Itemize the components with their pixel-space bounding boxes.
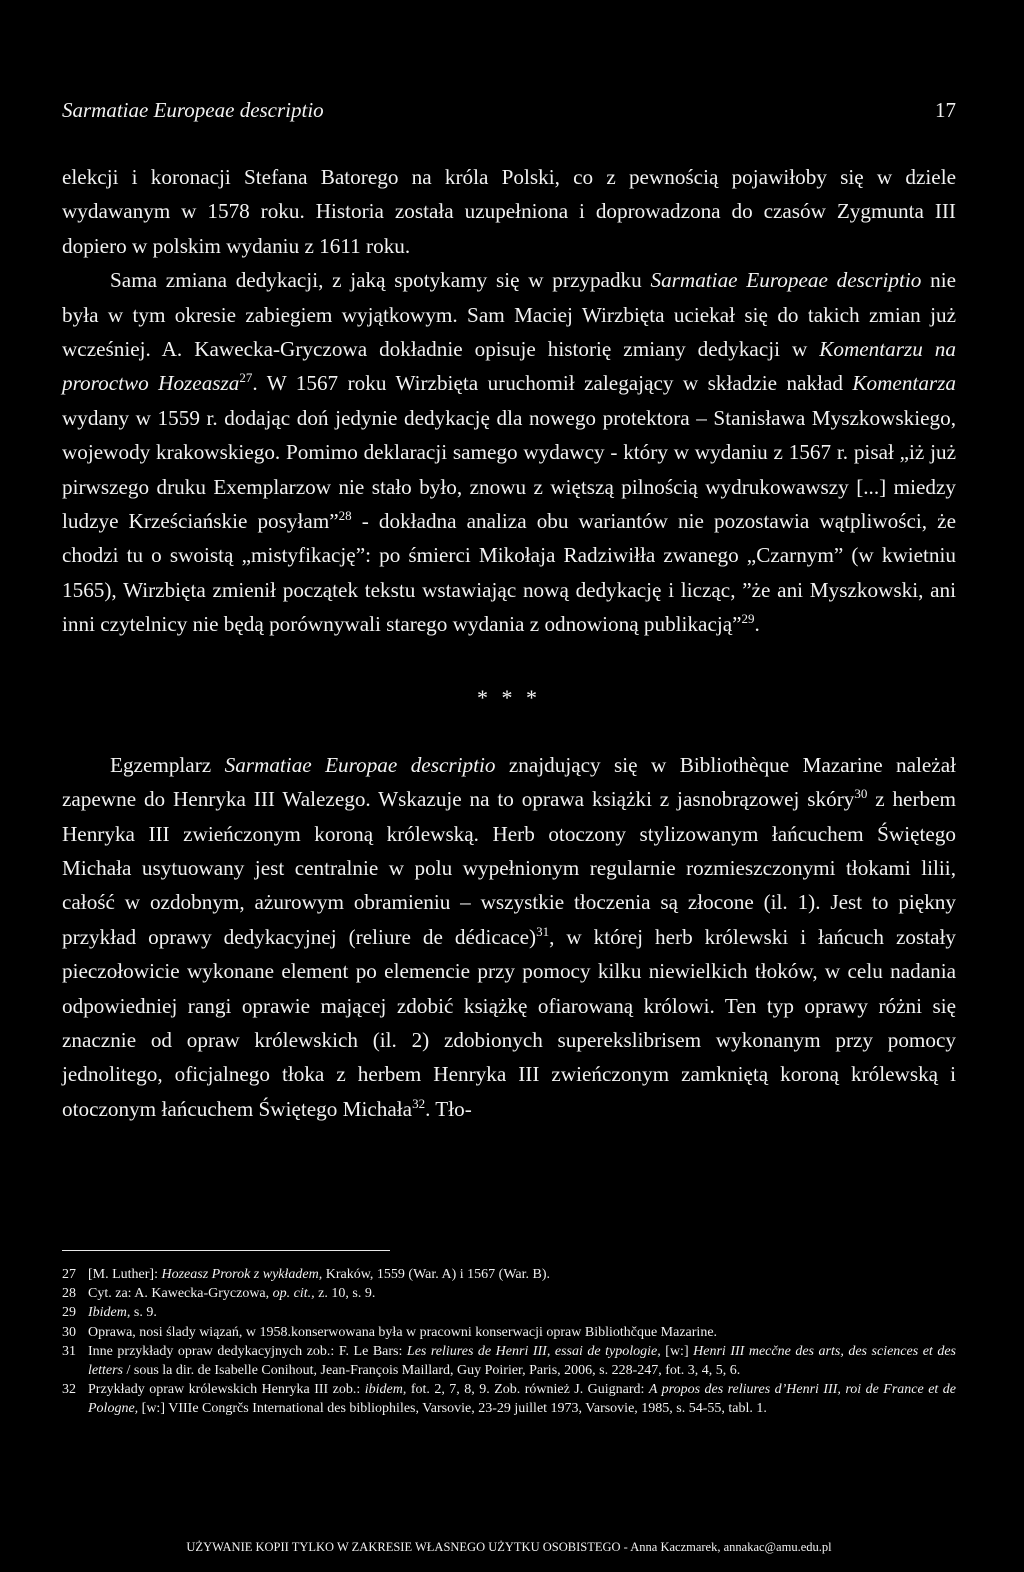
- text-run: . W 1567 roku Wirzbięta uruchomił zalegający w składzie nakład: [252, 371, 853, 396]
- italic-title: Komentarzu na proroctwo Hozeasza: [62, 337, 956, 396]
- footnote-ref[interactable]: 28: [338, 508, 352, 523]
- text-run: Sama zmiana dedykacji, z jaką spotykamy się w przypadku: [110, 268, 651, 293]
- italic-title: Henri III mecčne des arts, des sciences et des letters: [88, 1343, 956, 1379]
- text-run: Cyt. za: A. Kawecka-Gryczowa,: [88, 1286, 273, 1302]
- text-run: fot. 2, 7, 8, 9. Zob. również J. Guignard:: [406, 1382, 649, 1398]
- footnote-28: [62, 1284, 956, 1303]
- text-run: Inne przykłady opraw dedykacyjnych zob.: F. Le Bars:: [88, 1343, 407, 1359]
- running-title: Sarmatiae Europeae descriptio: [62, 98, 324, 122]
- footnote-ref[interactable]: 27: [239, 370, 253, 386]
- footnote-number: 31: [62, 1343, 76, 1359]
- text-run: . Tło-: [425, 1096, 472, 1121]
- text-run: Przykłady opraw królewskich Henryka III zob.:: [88, 1382, 365, 1398]
- paragraph-2: [62, 263, 956, 641]
- footnote-27: [62, 1265, 956, 1284]
- text-run: z. 10, s. 9.: [314, 1286, 376, 1302]
- footnote-number: 28: [62, 1286, 76, 1302]
- footnote-30: [62, 1323, 956, 1342]
- footnote-number: 32: [62, 1382, 76, 1398]
- text-run: Egzemplarz: [110, 752, 225, 777]
- text-run: / sous la dir. de Isabelle Conihout, Jean-François Maillard, Guy Poirier, Paris, 2006, s. 228-247, fot. 3, 4, 5, 6.: [123, 1363, 741, 1379]
- italic-title: Les reliures de Henri III, essai de typologie,: [406, 1343, 661, 1359]
- text-run: s. 9.: [130, 1305, 157, 1321]
- paragraph-3: [62, 748, 956, 1126]
- footnote-29: [62, 1303, 956, 1322]
- footnote-number: 29: [62, 1305, 76, 1321]
- italic-title: A propos des reliures d’Henri III, roi de France et de Pologne,: [88, 1382, 956, 1417]
- footnote-31: [62, 1342, 956, 1380]
- text-run: [w:]: [660, 1343, 694, 1359]
- italic-title: Hozeasz Prorok z wykładem,: [161, 1267, 323, 1282]
- italic-title: op. cit.,: [272, 1286, 315, 1302]
- text-run: , w której herb królewski i łańcuch zostały pieczołowicie wykonane element po elemencie przy pomocy kilku niewielkich tłoków, w celu nadania odpowiedniej rangi oprawie mającej zdobić książkę ofiarowaną królowi. Ten typ oprawy różni się znacznie od opraw królewskich (il. 2) zdobionych superekslibrisem wykonanym przy pomocy jednolitego, oficjalnego tłoka z herbem Henryka III zwieńczonym zamkniętą koroną królewską i otoczonym łańcuchem Świętego Michała: [62, 924, 956, 1121]
- italic-title: ibidem,: [364, 1382, 407, 1398]
- text-run: elekcji i koronacji Stefana Batorego na króla Polski, co z pewnością pojawiłoby się w dziele wydawanym w 1578 roku. Historia została uzupełniona i doprowadzona do czasów Zygmunta III dopiero w polskim wydaniu z 1611 roku.: [62, 165, 956, 258]
- text-run: wydany w 1559 r. dodając doń jedynie dedykację dla nowego protektora – Stanisława Myszkowskiego, wojewody krakowskiego. Pomimo deklaracji samego wydawcy - który w wydaniu z 1567 r. pisał „iż już pirwszego druku Exemplarzow nie stało było, znowu z więtszą pilnością wydrukowawszy [...] miedzy ludzye Krześciańskie posyłam”: [62, 405, 956, 534]
- text-run: .: [754, 612, 760, 637]
- text-run: [M. Luther]:: [88, 1267, 162, 1282]
- section-separator: * * *: [477, 684, 541, 710]
- document-page: [62, 0, 956, 1572]
- footnote-ref[interactable]: 31: [536, 923, 550, 939]
- text-run: - dokładna analiza obu wariantów nie pozostawia wątpliwości, że chodzi tu o swoistą „mistyfikację”: po śmierci Mikołaja Radziwiłła zwanego „Czarnym” (w kwietniu 1565), Wirzbięta zmienił początek tekstu wstawiając nową dedykację i licząc, ”że ani Myszkowski, ani inni czytelnicy nie będą porównywali starego wydania z odnowioną publikacją”: [62, 509, 956, 637]
- paragraph-1: [62, 160, 956, 263]
- text-run: [w:] VIIIe Congrčs International des bibliophiles, Varsovie, 23-29 juillet 1973, Varsovie, 1985, s. 54-55, tabl. 1.: [138, 1401, 767, 1417]
- text-run: z herbem Henryka III zwieńczonym koroną królewską. Herb otoczony stylizowanym łańcuchem Świętego Michała usytuowany jest centralnie w polu wypełnionym regularnie rozmieszczonymi tłokami lilii, całość w ozdobnym, ażurowym obramieniu – wszystkie tłoczenia są złocone (il. 1). Jest to piękny przykład oprawy dedykacyjnej (reliure de dédicace): [62, 787, 956, 949]
- text-run: znajdujący się w Bibliothèque Mazarine należał zapewne do Henryka III Walezego. Wskazuje na to oprawa książki z jasnobrązowej skóry: [62, 752, 956, 812]
- text-run: Kraków, 1559 (War. A) i 1567 (War. B).: [322, 1267, 551, 1282]
- footnote-number: 30: [62, 1324, 76, 1340]
- main-text: [62, 160, 956, 1126]
- footnotes: [62, 1265, 956, 1419]
- copyright-footer: UŻYWANIE KOPII TYLKO W ZAKRESIE WŁASNEGO UŻYTKU OSOBISTEGO - Anna Kaczmarek, annakac@amu.edu.pl: [186, 1540, 832, 1554]
- italic-title: Komentarza: [852, 371, 956, 396]
- italic-title: Ibidem,: [88, 1305, 131, 1321]
- footnote-divider: [62, 1250, 390, 1251]
- footnote-ref[interactable]: 32: [412, 1095, 426, 1111]
- text-run: Oprawa, nosi ślady wiązań, w 1958.konserwowana była w pracowni konserwacji opraw Bibliothčque Mazarine.: [88, 1324, 718, 1340]
- italic-title: Sarmatiae Europae descriptio: [224, 752, 496, 777]
- footnote-32: [62, 1380, 956, 1418]
- footnote-ref[interactable]: 29: [741, 611, 755, 627]
- page-number: 17: [935, 98, 956, 122]
- text-run: nie była w tym okresie zabiegiem wyjątkowym. Sam Maciej Wirzbięta uciekał się do takich zmian już wcześniej. A. Kawecka-Gryczowa dokładnie opisuje historię zmiany dedykacji w: [62, 268, 956, 362]
- running-header: [62, 98, 956, 128]
- footnote-number: 27: [62, 1267, 76, 1282]
- footnote-ref[interactable]: 30: [854, 786, 868, 802]
- italic-title: Sarmatiae Europeae descriptio: [650, 268, 922, 293]
